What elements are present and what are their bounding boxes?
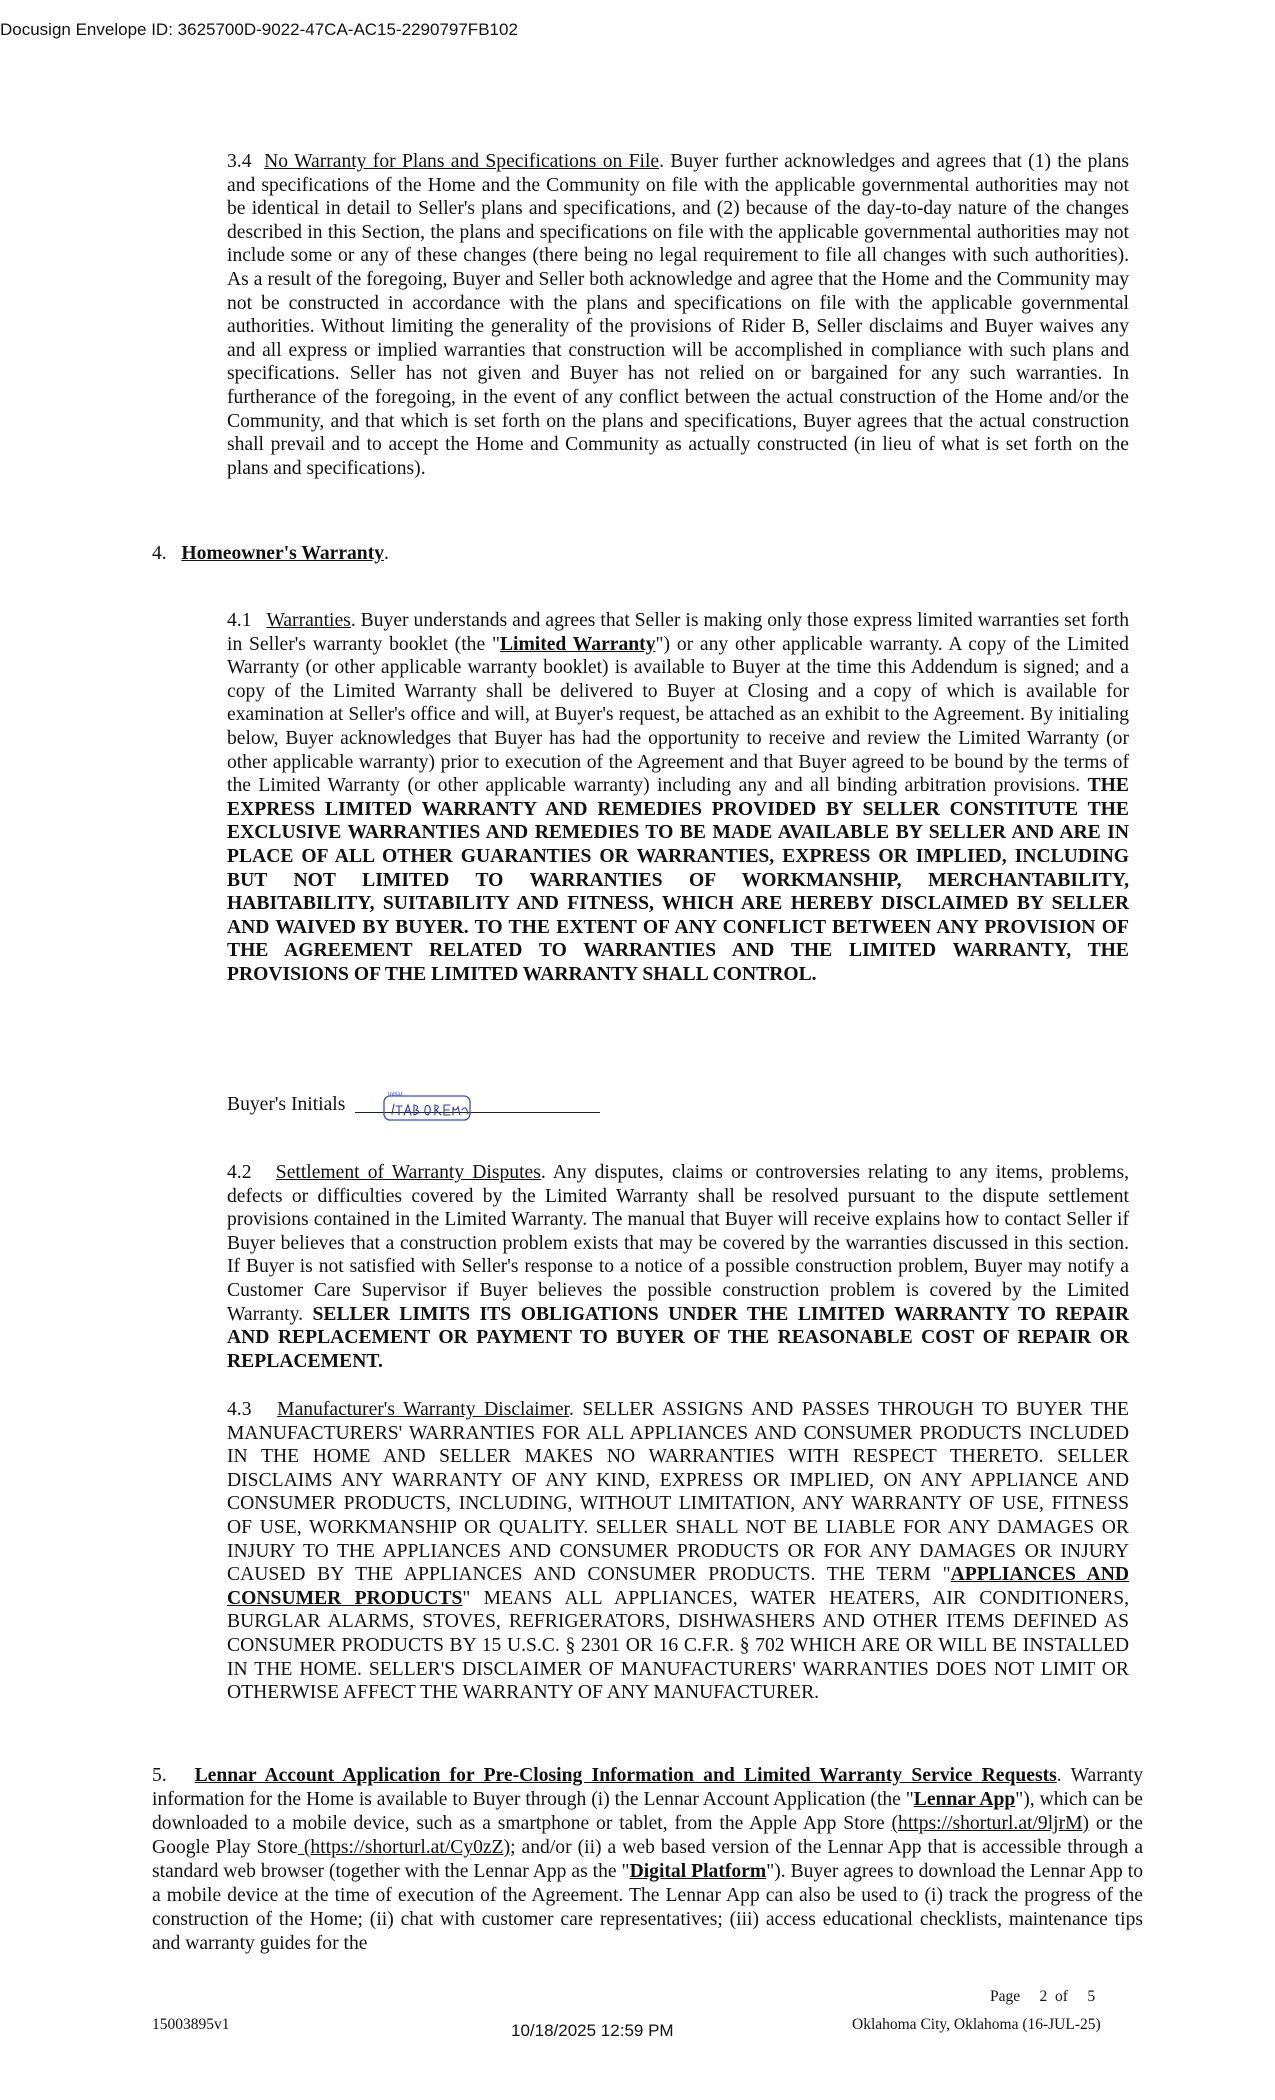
page-indicator bbox=[990, 1988, 1095, 2006]
section-title: Homeowner's Warranty bbox=[181, 543, 385, 564]
section-title: No Warranty for Plans and Specifications on File bbox=[264, 151, 660, 172]
apple-app-store-link[interactable]: (https://shorturl.at/9ljrM) bbox=[891, 1813, 1090, 1834]
page-total: 5 bbox=[1087, 1988, 1096, 2005]
section-title: Warranties bbox=[266, 610, 351, 631]
section-body: . Buyer further acknowledges and agrees that (1) the plans and specifications of the Home and the Community on file with the applicable governmental authorities may not be identical in detail to Seller's plans and specifications, and (2) because of the day-to-day nature of the changes described in this Section, the plans and specifications on file with the applicable governmental authorities may not include some or any of these changes (there being no legal requirement to file all changes with such authorities). As a result of the foregoing, Buyer and Seller both acknowledge and agree that the Home and the Community may not be constructed in accordance with the plans and specifications on file with the applicable governmental authorities. Without limiting the generality of the provisions of Rider B, Seller disclaims and Buyer waives any and all express or implied warranties that construction will be accomplished in compliance with such plans and specifications. Seller has not given and Buyer has not relied on or bargained for any such warranties. In furtherance of the foregoing, in the event of any conflict between the actual construction of the Home and/or the Community, and that which is set forth on the plans and specifications, Buyer agrees that the actual construction shall prevail and to accept the Home and Community as actually constructed (in lieu of what is set forth on the plans and specifications). bbox=[227, 151, 1129, 479]
section-number: 5. bbox=[152, 1765, 167, 1786]
section-body: . Any disputes, claims or controversies relating to any items, problems, defects or difficulties covered by the Limited Warranty shall be resolved pursuant to the dispute settlement provisions contained in the Limited Warranty. The manual that Buyer will receive explains how to contact Seller if Buyer believes that a construction problem exists that may be covered by the warranties discussed in this section. If Buyer is not satisfied with Seller's response to a notice of a possible construction problem, Buyer may notify a Customer Care Supervisor if Buyer believes the possible construction problem is covered by the Limited Warranty. bbox=[227, 1162, 1129, 1325]
section-number: 4.3 bbox=[227, 1399, 252, 1420]
docusign-envelope-id: Docusign Envelope ID: 3625700D-9022-47CA-AC15-2290797FB102 bbox=[0, 20, 518, 39]
buyer-initials-label: Buyer's Initials bbox=[227, 1094, 346, 1115]
section-body: . Buyer understands and agrees that Seller is making only those express limited warranties set forth in Seller's warranty booklet (the " bbox=[227, 610, 1129, 655]
initial-signature-image bbox=[382, 1090, 472, 1122]
section-title: Settlement of Warranty Disputes bbox=[275, 1162, 541, 1183]
google-play-store-link[interactable]: (https://shorturl.at/Cy0zZ) bbox=[297, 1837, 511, 1858]
initial-signature[interactable] bbox=[382, 1090, 472, 1122]
page-number: 2 bbox=[1039, 1988, 1048, 2005]
section-number: 4.2 bbox=[227, 1162, 252, 1183]
defined-term-digital-platform: Digital Platform bbox=[629, 1861, 767, 1882]
section-body-cont: or the Google Play Store bbox=[152, 1813, 1143, 1858]
svg-text:Initial: Initial bbox=[388, 1092, 403, 1098]
section-4-3 bbox=[227, 1398, 1129, 1705]
section-4-2 bbox=[227, 1161, 1129, 1373]
section-4-1 bbox=[227, 609, 1129, 987]
section-body-cont: ; and/or (ii) a web based version of the Lennar App that is accessible through a standard web browser (together with the Lennar App as the " bbox=[152, 1837, 1144, 1882]
section-number: 4.1 bbox=[227, 610, 252, 631]
section-title: Lennar Account Application for Pre-Closing Information and Limited Warranty Service Requests bbox=[194, 1765, 1057, 1786]
section-body-cont: " MEANS ALL APPLIANCES, WATER HEATERS, AIR CONDITIONERS, BURGLAR ALARMS, STOVES, REFRIGERATORS, DISHWASHERS AND OTHER ITEMS DEFINED AS CONSUMER PRODUCTS BY 15 U.S.C. § 2301 OR 16 C.F.R. § 702 WHICH ARE OR WILL BE INSTALLED IN THE HOME. SELLER'S DISCLAIMER OF MANUFACTURERS' WARRANTIES DOES NOT LIMIT OR OTHERWISE AFFECT THE WARRANTY OF ANY MANUFACTURER. bbox=[227, 1587, 1129, 1704]
conspicuous-disclaimer: SELLER LIMITS ITS OBLIGATIONS UNDER THE LIMITED WARRANTY TO REPAIR AND REPLACEMENT OR PAYMENT TO BUYER OF THE REASONABLE COST OF REPAIR OR REPLACEMENT. bbox=[227, 1303, 1129, 1372]
section-5 bbox=[152, 1764, 1143, 1956]
buyer-initials-row bbox=[227, 1090, 627, 1130]
page-of-label: of bbox=[1055, 1988, 1068, 2005]
section-3-4 bbox=[227, 150, 1129, 480]
section-body: . Warranty information for the Home is available to Buyer through (i) the Lennar Account Application (the " bbox=[152, 1765, 1143, 1810]
defined-term: APPLIANCES AND CONSUMER PRODUCTS bbox=[227, 1564, 1129, 1609]
section-title: Manufacturer's Warranty Disclaimer bbox=[277, 1399, 569, 1420]
section-title-end: . bbox=[384, 543, 389, 564]
defined-term: Limited Warranty bbox=[499, 633, 656, 655]
section-number: 4. bbox=[152, 543, 167, 564]
section-body-cont: "). Buyer agrees to download the Lennar App to a mobile device at the time of execution of the Agreement. The Lennar App can also be used to (i) track the progress of the construction of the Home; (ii) chat with customer care representatives; (iii) access educational checklists, maintenance tips and warranty guides for the bbox=[152, 1861, 1144, 1954]
defined-term-lennar-app: Lennar App bbox=[913, 1789, 1016, 1810]
signing-timestamp: 10/18/2025 12:59 PM bbox=[511, 2021, 674, 2040]
section-body-cont: "), which can be downloaded to a mobile device, such as a smartphone or tablet, from the Apple App Store bbox=[152, 1789, 1144, 1834]
section-body-cont: ") or any other applicable warranty. A copy of the Limited Warranty (or other applicable warranty booklet) is available to Buyer at the time this Addendum is signed; and a copy of the Limited Warranty shall be delivered to Buyer at Closing and a copy of which is available for examination at Seller's office and will, at Buyer's request, be attached as an exhibit to the Agreement. By initialing below, Buyer acknowledges that Buyer has had the opportunity to receive and review the Limited Warranty (or other applicable warranty) prior to execution of the Agreement and that Buyer agreed to be bound by the terms of the Limited Warranty (or other applicable warranty) including any and all binding arbitration provisions. bbox=[227, 633, 1129, 797]
section-4-heading bbox=[152, 542, 389, 566]
section-number: 3.4 bbox=[227, 151, 252, 172]
section-body: . SELLER ASSIGNS AND PASSES THROUGH TO BUYER THE MANUFACTURERS' WARRANTIES FOR ALL APPLIANCES AND CONSUMER PRODUCTS INCLUDED IN THE HOME AND SELLER MAKES NO WARRANTIES WITH RESPECT THERETO. SELLER DISCLAIMS ANY WARRANTY OF ANY KIND, EXPRESS OR IMPLIED, ON ANY APPLIANCE AND CONSUMER PRODUCTS, INCLUDING, WITHOUT LIMITATION, ANY WARRANTY OF USE, FITNESS OF USE, WORKMANSHIP OR QUALITY. SELLER SHALL NOT BE LIABLE FOR ANY DAMAGES OR INJURY TO THE APPLIANCES AND CONSUMER PRODUCTS OR FOR ANY DAMAGES OR INJURY CAUSED BY THE APPLIANCES AND CONSUMER PRODUCTS. THE TERM " bbox=[227, 1399, 1129, 1586]
document-id: 15003895v1 bbox=[152, 2016, 230, 2033]
page-label: Page bbox=[990, 1988, 1021, 2005]
conspicuous-disclaimer: THE EXPRESS LIMITED WARRANTY AND REMEDIES PROVIDED BY SELLER CONSTITUTE THE EXCLUSIVE WARRANTIES AND REMEDIES TO BE MADE AVAILABLE BY SELLER AND ARE IN PLACE OF ALL OTHER GUARANTIES OR WARRANTIES, EXPRESS OR IMPLIED, INCLUDING BUT NOT LIMITED TO WARRANTIES OF WORKMANSHIP, MERCHANTABILITY, HABITABILITY, SUITABILITY AND FITNESS, WHICH ARE HEREBY DISCLAIMED BY SELLER AND WAIVED BY BUYER. TO THE EXTENT OF ANY CONFLICT BETWEEN ANY PROVISION OF THE AGREEMENT RELATED TO WARRANTIES AND THE LIMITED WARRANTY, THE PROVISIONS OF THE LIMITED WARRANTY SHALL CONTROL. bbox=[227, 775, 1129, 985]
document-location-date: Oklahoma City, Oklahoma (16-JUL-25) bbox=[852, 2016, 1101, 2033]
